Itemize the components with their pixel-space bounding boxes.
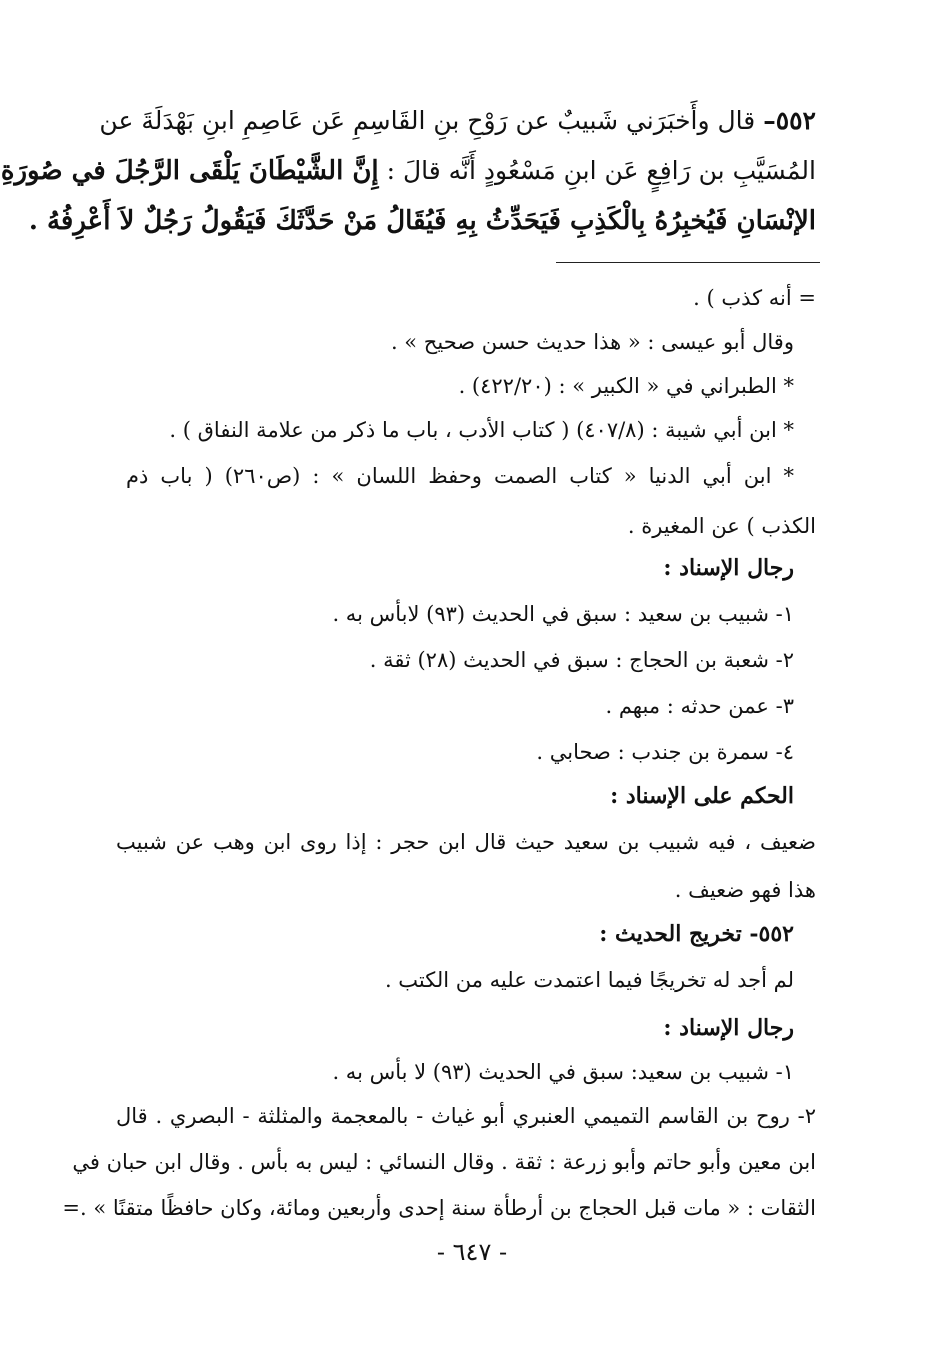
note-line: * ابن أبي الدنيا « كتاب الصمت وحفظ اللسان » : (ص٢٦٠) ( باب ذم bbox=[126, 464, 795, 488]
page-number: - ٦٤٧ - bbox=[436, 1238, 508, 1266]
footnote-separator bbox=[556, 262, 820, 263]
ruling-text: هذا فهو ضعيف . bbox=[674, 878, 816, 902]
narrator-item: ٢- شعبة بن الحجاج : سبق في الحديث (٢٨) ثقة . bbox=[369, 648, 794, 672]
note-line: وقال أبو عيسى : « هذا حديث حسن صحيح » . bbox=[390, 330, 794, 354]
note-line: * الطبراني في « الكبير » : (٤٢٢/٢٠) . bbox=[458, 374, 794, 398]
narrator-item: ٤- سمرة بن جندب : صحابي . bbox=[536, 740, 794, 764]
section-heading-narrators-2: رجال الإسناد : bbox=[663, 1015, 794, 1041]
narrator-item: ٢- روح بن القاسم التميمي العنبري أبو غياث - بالمعجمة والمثلثة - البصري . قال bbox=[116, 1104, 816, 1128]
hadith-chain-text: قال وأَخبَرَني شَبيبٌ عن رَوْحِ بنِ القَاسِمِ عَن عَاصِمِ ابنِ بَهْدَلَةَ عن bbox=[99, 106, 764, 135]
hadith-matn-start: إِنَّ الشَّيْطَانَ يَلْقَى الرَّجُلَ في صُورَةِ bbox=[0, 156, 379, 186]
narrator-item: ١- شبيب بن سعيد: سبق في الحديث (٩٣) لا بأس به . bbox=[332, 1060, 794, 1084]
hadith-number: ٥٥٢– bbox=[763, 106, 816, 135]
ruling-text: ضعيف ، فيه شبيب بن سعيد حيث قال ابن حجر : إذا روى ابن وهب عن شبيب bbox=[116, 830, 816, 854]
note-line: * ابن أبي شيبة : (٤٠٧/٨) ( كتاب الأدب ، باب ما ذكر من علامة النفاق ) . bbox=[169, 418, 794, 442]
narrator-item: ١- شبيب بن سعيد : سبق في الحديث (٩٣) لابأس به . bbox=[332, 602, 794, 626]
section-heading-takhrij: ٥٥٢- تخريج الحديث : bbox=[599, 921, 794, 947]
note-line: = أنه كذب ) . bbox=[693, 286, 816, 310]
hadith-line-1 bbox=[99, 100, 816, 142]
narrator-item: الثقات : « مات قبل الحجاج بن أرطأة سنة إحدى وأربعين ومائة، وكان حافظًا متقنًا » .= bbox=[62, 1196, 816, 1220]
note-line: الكذب ) عن المغيرة . bbox=[627, 514, 816, 538]
hadith-line-3: الإنْسَانِ فَيُخبِرُهُ بِالْكَذِبِ فَيَحَدِّثُ بِهِ فَيُقَالُ مَنْ حَدَّثَكَ فَيَقُولُ رَجُلٌ لاَ أَعْرِفُهُ . bbox=[28, 206, 816, 236]
section-heading-narrators: رجال الإسناد : bbox=[663, 555, 794, 581]
hadith-chain-continuation: المُسَيَّبِ بن رَافِعٍ عَن ابنِ مَسْعُودٍ أَنَّه قالَ : bbox=[378, 156, 816, 185]
hadith-line-2 bbox=[0, 150, 816, 192]
narrator-item: ٣- عمن حدثه : مبهم . bbox=[605, 694, 794, 718]
section-heading-ruling: الحكم على الإسناد : bbox=[610, 783, 794, 809]
narrator-item: ابن معين وأبو حاتم وأبو زرعة : ثقة . وقال النسائي : ليس به بأس . وقال ابن حبان في bbox=[72, 1150, 816, 1174]
takhrij-text: لم أجد له تخريجًا فيما اعتمدت عليه من الكتب . bbox=[384, 968, 794, 992]
